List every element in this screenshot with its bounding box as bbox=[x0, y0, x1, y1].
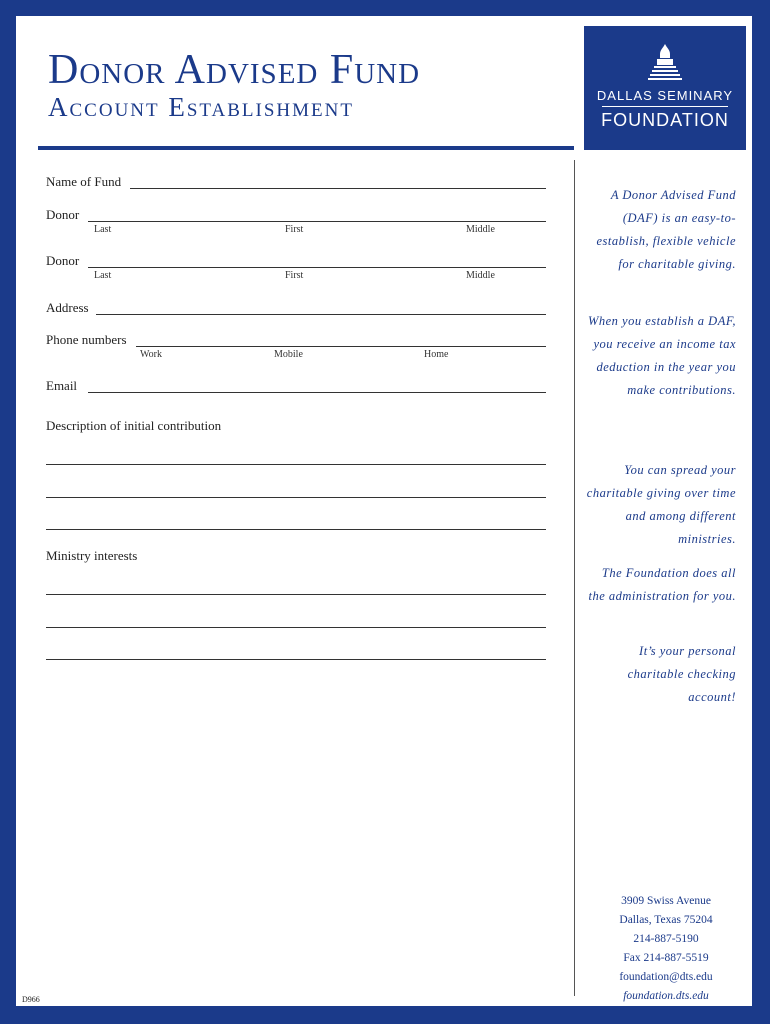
logo-text-bottom: FOUNDATION bbox=[601, 110, 729, 130]
donor-2-last-label: Last bbox=[94, 270, 112, 281]
phone-work-label: Work bbox=[140, 349, 162, 360]
contact-fax: Fax 214-887-5519 bbox=[623, 952, 709, 964]
ministry-line-1[interactable] bbox=[46, 594, 546, 595]
logo-divider bbox=[602, 106, 728, 107]
sidebar-paragraph: When you establish a DAF, you receive an income tax deduction in the year you make contributions. bbox=[587, 314, 736, 397]
foundation-logo bbox=[584, 26, 746, 150]
description-line-1[interactable] bbox=[46, 464, 546, 465]
phone-numbers-field[interactable] bbox=[136, 346, 546, 347]
sidebar-divider bbox=[574, 160, 575, 996]
name-of-fund-label: Name of Fund bbox=[46, 174, 122, 189]
address-label: Address bbox=[46, 300, 89, 315]
phone-home-label: Home bbox=[424, 349, 449, 360]
form-code: D966 bbox=[22, 995, 40, 1004]
sidebar-paragraph: A Donor Advised Fund (DAF) is an easy-to-establish, flexible vehicle for charitable giving. bbox=[596, 188, 736, 271]
contact-block bbox=[596, 892, 736, 1006]
contact-phone: 214-887-5190 bbox=[633, 933, 699, 945]
donor-2-label: Donor bbox=[46, 253, 80, 268]
phone-mobile-label: Mobile bbox=[274, 349, 303, 360]
seminary-tower-icon bbox=[648, 42, 682, 82]
form-page bbox=[14, 14, 754, 1008]
contact-website[interactable]: foundation.dts.edu bbox=[623, 990, 709, 1002]
donor-2-first-label: First bbox=[285, 270, 304, 281]
description-line-3[interactable] bbox=[46, 529, 546, 530]
email-field[interactable] bbox=[88, 392, 546, 393]
address-field[interactable] bbox=[96, 314, 546, 315]
page-subtitle: Account Establishment bbox=[48, 92, 354, 122]
logo-text-top: DALLAS SEMINARY bbox=[596, 88, 734, 103]
header-divider bbox=[38, 146, 574, 150]
ministry-line-3[interactable] bbox=[46, 659, 546, 660]
contact-street: 3909 Swiss Avenue bbox=[621, 895, 711, 907]
phone-numbers-label: Phone numbers bbox=[46, 332, 127, 347]
sidebar-paragraph: You can spread your charitable giving over time and among different ministries. bbox=[586, 463, 736, 546]
name-of-fund-field[interactable] bbox=[130, 188, 546, 189]
donor-1-field[interactable] bbox=[88, 221, 546, 222]
sidebar-paragraph: The Foundation does all the administration for you. bbox=[588, 566, 736, 603]
description-line-2[interactable] bbox=[46, 497, 546, 498]
ministry-label: Ministry interests bbox=[46, 548, 138, 563]
donor-1-middle-label: Middle bbox=[466, 224, 495, 235]
contact-email[interactable]: foundation@dts.edu bbox=[619, 971, 713, 983]
page-title: Donor Advised Fund bbox=[48, 47, 421, 93]
sidebar-paragraph: It’s your personal charitable checking account! bbox=[627, 644, 736, 704]
description-label: Description of initial contribution bbox=[46, 418, 222, 433]
donor-2-field[interactable] bbox=[88, 267, 546, 268]
email-label: Email bbox=[46, 378, 78, 393]
donor-2-middle-label: Middle bbox=[466, 270, 495, 281]
donor-1-first-label: First bbox=[285, 224, 304, 235]
donor-1-label: Donor bbox=[46, 207, 80, 222]
contact-city: Dallas, Texas 75204 bbox=[619, 914, 713, 926]
donor-1-last-label: Last bbox=[94, 224, 112, 235]
ministry-line-2[interactable] bbox=[46, 627, 546, 628]
